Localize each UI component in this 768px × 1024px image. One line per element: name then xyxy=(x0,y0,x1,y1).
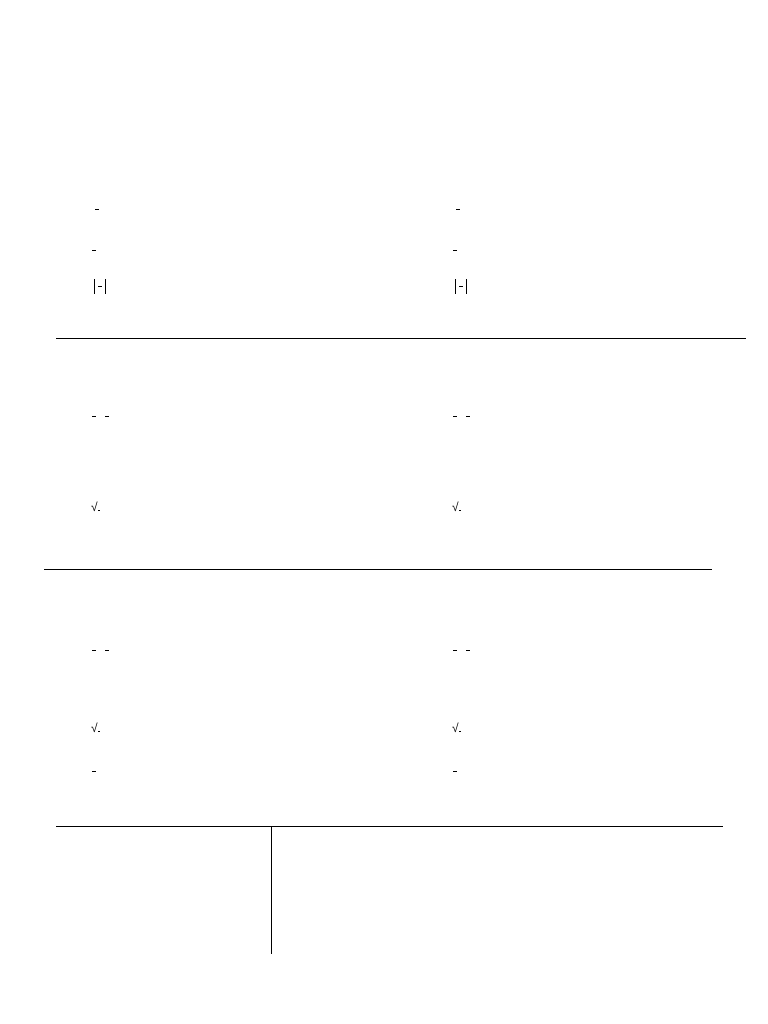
divider-ellipses xyxy=(44,569,712,570)
divider-parabolas xyxy=(56,338,746,339)
hyperbola-horizontal-equation xyxy=(91,643,113,658)
parabola-vertical-latus-rectum xyxy=(91,270,106,302)
parabola-vertical-focus xyxy=(91,189,100,229)
parabola-vertical-directrix xyxy=(91,235,97,265)
hyperbola-vertical-asymptotes xyxy=(452,771,458,772)
ellipse-vertical-equation xyxy=(452,409,474,424)
hyperbola-vertical-c: √ xyxy=(452,721,459,735)
hyperbola-vertical-equation xyxy=(452,643,474,658)
parabola-horizontal-latus-rectum xyxy=(452,270,467,302)
divider-vertical xyxy=(271,826,272,954)
ellipse-vertical-c: √ xyxy=(452,500,459,514)
hyperbola-horizontal-asymptotes xyxy=(91,771,97,772)
ellipse-horizontal-equation xyxy=(91,409,113,424)
divider-hyperbolas xyxy=(56,826,723,827)
parabola-horizontal-directrix xyxy=(452,235,458,265)
ellipse-horizontal-c: √ xyxy=(91,500,98,514)
parabola-horizontal-focus xyxy=(452,189,461,229)
hyperbola-horizontal-c: √ xyxy=(91,721,98,735)
